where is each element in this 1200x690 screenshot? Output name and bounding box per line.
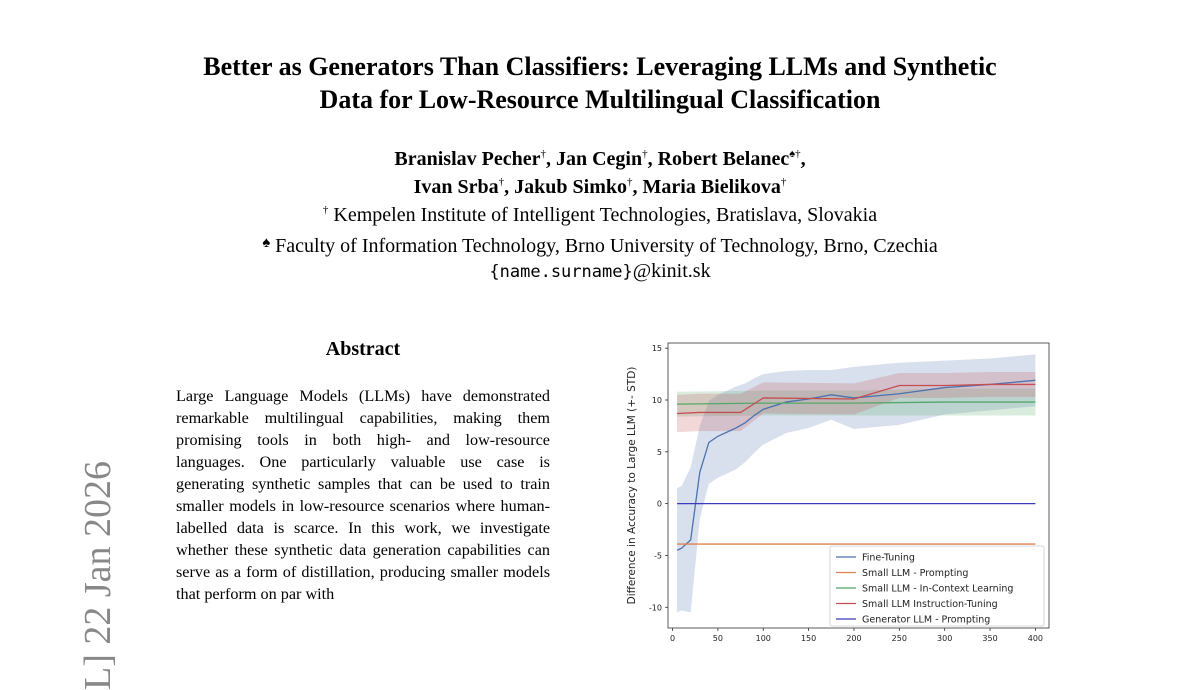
y-tick-label: 0 (656, 499, 662, 509)
x-tick-label: 200 (846, 634, 862, 643)
author-name: Branislav Pecher (394, 148, 541, 170)
x-tick-label: 250 (891, 634, 907, 643)
y-tick-label: -5 (654, 551, 662, 561)
paper-title (0, 50, 1200, 116)
author-name: Jan Cegin (555, 148, 643, 170)
figure-accuracy-chart (620, 338, 1060, 648)
affiliation-1: † Kempelen Institute of Intelligent Technologies, Bratislava, Slovakia (322, 204, 878, 226)
legend-label-0: Fine-Tuning (862, 552, 915, 564)
y-tick-label: -10 (648, 603, 662, 613)
author-mark: ♠† (789, 148, 801, 160)
affiliation-1-mark: † (322, 204, 329, 216)
author-list: Branislav Pecher†, Jan Cegin†, Robert Belanec♠†, Ivan Srba†, Jakub Simko†, Maria Bielikova† (394, 148, 806, 198)
author-name: Maria Bielikova (642, 176, 781, 198)
legend-label-4: Generator LLM - Prompting (862, 614, 991, 626)
paper-title-line-1: Better as Generators Than Classifiers: Leveraging LLMs and Synthetic (203, 52, 997, 81)
x-tick-label: 50 (712, 634, 723, 643)
author-mark: † (780, 176, 787, 188)
legend-label-1: Small LLM - Prompting (862, 568, 969, 579)
author-mark: † (627, 176, 633, 188)
author-name: Robert Belanec (657, 148, 790, 170)
y-tick-label: 15 (651, 344, 662, 354)
author-mark: † (642, 148, 648, 160)
arxiv-stamp-text: L] 22 Jan 2026 (77, 460, 119, 690)
y-axis-label: Difference in Accuracy to Large LLM (+- STD) (626, 366, 638, 605)
abstract-heading: Abstract (325, 338, 401, 360)
legend-label-2: Small LLM - In-Context Learning (862, 583, 1014, 595)
x-tick-label: 150 (800, 634, 817, 643)
x-tick-label: 0 (669, 634, 676, 643)
y-tick-label: 5 (656, 447, 662, 457)
x-tick-label: 300 (937, 634, 953, 643)
arxiv-sidebar-stamp (30, 390, 119, 690)
author-mark: † (540, 148, 546, 160)
affiliation-2-mark: ♠ (262, 235, 271, 251)
legend-label-3: Small LLM Instruction-Tuning (862, 599, 998, 610)
author-name: Ivan Srba (413, 176, 499, 198)
y-tick-label: 10 (651, 396, 662, 405)
x-tick-label: 400 (1027, 634, 1044, 643)
affiliation-2: ♠ Faculty of Information Technology, Brno University of Technology, Brno, Czechia (262, 235, 938, 257)
abstract-text: Large Language Models (LLMs) have demonstrated remarkable multilingual capabilities, making them promising tools in both high- and low-resource languages. One particularly valuable use case is generating synthetic samples that can be used to train smaller models in low-resource scenarios where human-labelled data is scarce. In this work, we investigate whether these synthetic data generation capabilities can serve as a form of distillation, producing smaller models that perform on par with (176, 387, 550, 603)
paper-title-line-2: Data for Low-Resource Multilingual Classification (319, 85, 881, 114)
author-name: Jakub Simko (514, 176, 628, 198)
x-tick-label: 350 (982, 634, 998, 643)
x-tick-label: 100 (755, 634, 771, 643)
email-domain: @kinit.sk (632, 260, 711, 282)
email-user: {name.surname} (489, 262, 633, 282)
affiliations (0, 201, 1200, 260)
author-mark: † (498, 176, 505, 188)
contact-email (0, 257, 1200, 286)
chart-svg (620, 338, 1060, 648)
